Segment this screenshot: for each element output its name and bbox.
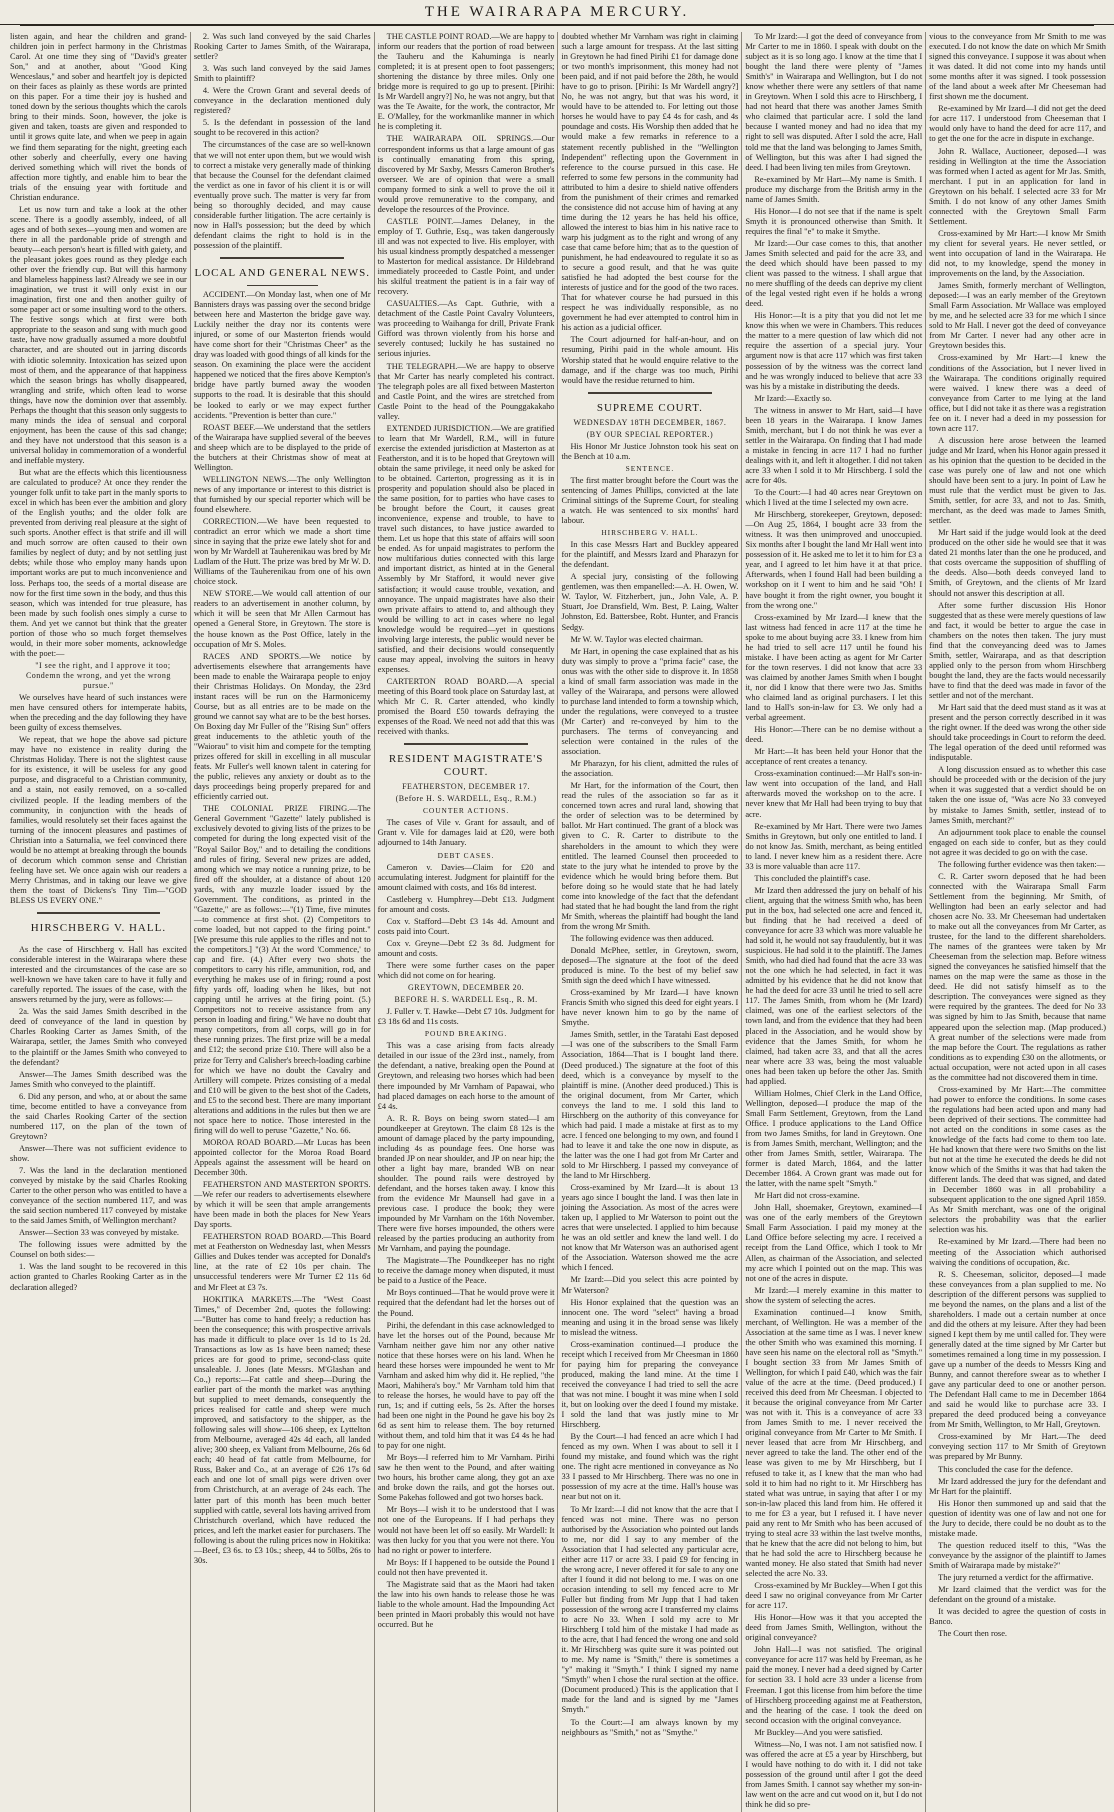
paragraph: 5. Is the defendant in possession of the land sought to be recovered in this action? [193,118,371,138]
paragraph: Cameron v. Davies—Claim for £20 and accumulating interest. Judgment for plaintiff for the amount claimed with costs, and 16s 8d interest. [377,862,555,892]
case-subheading: POUND BREAKING. [424,1029,508,1039]
paragraph: CASTLE POINT.—James Delaney, in the employ of T. Guthrie, Esq., was taken dangerously ill and was not expected to live. His employer, with his usual kindness promptly despatched a messenger to Masterton for medical assistance. Dr Hildebrand immediately proceeded to Castle Point, and under his skilful treatment the patient is in a fair way of recovery. [377,216,555,297]
paragraph: 4. Were the Crown Grant and several deeds of conveyance in the declaration mentioned duly registered? [193,86,371,116]
paragraph: Mr Hart, in opening the case explained that as his duty was simply to prove a "prima facie" case, the onus was with the other side to disprove it. In 1858 a kind of small farm association was made in the valley of the Wairarapa, and persons were allowed to purchase land intended to form a township which, under the regulations, were conveyed to a trustee (Mr Carter) and re-conveyed by him to the purchasers. The terms of conveyancing and selection were contained in the rules of the association. [561,646,739,757]
paragraph: His Honor explained that the question was an innocent one. The word "select" having a broad meaning and using it in the broad sense was likely to mislead the witness. [561,1297,739,1337]
paragraph: We ourselves have heard of such instances were men have censured others for intemperate habits, when the preceding and the day following they have been guilty of excess themselves. [10,693,187,733]
paragraph: 6. Did any person, and who, at or about the same time, become entitled to have a conveyance from the said Charles Rooking Carter of the section numbered 117, on the plan of the town of Greytown? [10,1091,187,1141]
paragraph: Witness—No, I was not. I am not satisfied now. I was offered the acre at £5 a year by Hirschberg, but I would have nothing to do with it. I did not take possession of the ground until after I got the deed from James Smith. I cannot say whether my son-in-law went on the acre and cut wood on it, but I do not think he did so pre- [745,1739,923,1810]
column-6 [929,32,1106,1812]
paragraph: Mr Izard:—I merely examine in this matter to show the system of selecting the acres. [745,1285,923,1305]
section-heading: SUPREME COURT. [596,401,703,414]
paragraph: Cross-examined by Mr Hart:—I knew the conditions of the Association, but I never lived in the Wairarapa. The conditions originally required were waived. I knew there was a deed of conveyance from Carter to me lying at the land office, but I did not take it as there was a registration fee on it. I never had a deed in my possession for town acre 117. [929,353,1106,433]
paragraph: Mr Boys continued—That he would prove were it required that the defendant had let the horses out of the Pound. [377,1288,555,1318]
paragraph: The jury returned a verdict for the affirmative. [938,1572,1094,1582]
paragraph: Cross-examined by Mr Hart:—I know Mr Smith my client for several years. He never settled, or went into occupation of land in the Wairarapa. He did not, to my knowledge, spend the money in improvements on the land, by the Association. [929,228,1106,279]
paragraph: In this case Messrs Hart and Buckley appeared for the plaintiff, and Messrs Izard and Pharazyn for the defendant. [561,540,739,570]
paragraph: The Magistrate said that as the Maori had taken the law into his own hands to release those he was liable to the whole amount. Had the Impounding Act been printed in Maori probably this would not have occurred. But he [377,1579,555,1629]
paragraph: 1. Was the land sought to be recovered in this action granted to Charles Rooking Carter as in the declaration alleged? [10,1262,187,1292]
paragraph: This was a case arising from facts already detailed in our issue of the 23rd inst., namely, from the defendant, a native, breaking open the Pound at Greytown, and releasing two horses which had been there impounded by Mr Varnham of Papawai, who had placed damages on each horse to the amount of £4 4s. [377,1041,555,1111]
paragraph: The witness in answer to Mr Hart, said—I have been 18 years in the Wairarapa. I know James Smith, merchant, but I do not think he was ever a settler in the Wairarapa. On finding that I had made a mistake in fencing in acre 117 I had no further dealings with it, and left it altogether. I did not taken acre 33 when I sold it to Mr Hirschberg. I sold the acre for 40s. [745,405,923,486]
paragraph: Answer—There was not sufficient evidence to show. [10,1143,187,1163]
court-date: WEDNESDAY 18TH DECEMBER, 1867. [573,417,727,427]
paragraph: Re-examined by Mr Izard.—There had been no meeting of the Association which authorised waiving the conditions of occupation, &c. [929,1237,1106,1267]
paragraph: The question reduced itself to this, "Was the conveyance by the assignor of the plaintiff to James Smith of Wairarapa made by mistake?" [929,1540,1106,1570]
paragraph: The circumstances of the case are so well-known that we will not enter upon them, but we would wish to correct a mistake very generally made of thinking that because the Counsel for the defendant claimed the verdict as one in favor of his client it is or will eventually prove such. The matter is very far from being so thoroughly decided, and may cause considerable further litigation. The acre certainly is now in Hall's possession; but the deed by which defendant claims the right to hold is in the possession of the plaintiff. [193,140,371,250]
paragraph: Mr Hirschberg, storekeeper, Greytown, deposed:—On Aug 25, 1864, I bought acre 33 from the witness. It was then unimproved and unoccupied. Six months after I bought the land Mr Hall went into possession of it. He asked me to let it to him for £3 a year, and I agreed to let him have it at that price. Afterwards, when I found Hall had been building a workshop on it I went to him and he said "Oh! I have bought it from the right owner, you bought it from the wrong one." [745,510,923,610]
paragraph: Re-examined by Mr Izard—I did not get the deed for acre 117. I understood from Cheeseman that I would only have to hand the deed for acre 117, and to get the one for the acre in dispute in exchange. [929,104,1106,144]
paragraph: Donald McPhee, settler, in Greytown, sworn, deposed—The signature at the foot of the deed produced is mine. To the best of my belief saw Smith sign the deed which I have witnessed. [561,945,739,986]
paragraph: Cox v. Greyne—Debt £2 3s 8d. Judgment for amount and costs. [377,938,555,958]
paragraph: Mr Pharazyn, for his client, admitted the rules of the association. [561,759,739,779]
paragraph: As the case of Hirschberg v. Hall has excited considerable interest in the Wairarapa where these interested and the circumstances of the case are so well-known we have taken care to have it fully and carefully reported. The issues of the case, with the answers returned by the jury, were as follows:— [10,945,187,1005]
column-4 [561,32,738,1812]
paragraph: Mr W. W. Taylor was elected chairman. [570,634,704,644]
paragraph: THE WAIRARAPA OIL SPRINGS.—Our correspondent informs us that a large amount of gas is continually emanating from this spring, discovered by Mr Saxby, Messrs Cameron Brother's overseer. We are of opinion that were a small company formed to sink a well to prove the oil it would prove remunerative to the company, and develope the resources of the Province. [377,134,555,214]
paragraph: To Mr Izard:—I did not know that the acre that I fenced was not mine. There was no person authorised by the Association who pointed out lands to me, nor did I say to any member of the Association that I had selected any particular acre, either acre 117 or acre 33. I paid £9 for fencing in the wrong acre, I never offered it for sale to any one after I found it did not belong to me. I was on one occasion intending to sell my fenced acre to Mr Fuller but finding from Mr Jupp that I had taken possession of the wrong acre I transferred my claims to acre No 33. When I sold my acre to Mr Hirschberg I told him of the mistake I had made as to the acre, that I had fenced the wrong one and sold it. Mr Hirschberg was quite sure it was pointed out to me. My name is "Smith," there is sometimes a "y" making it "Smyth." I think I signed my name "Smyth" when I chose the rural section at the office. (Document produced.) This is the application that I made for the land and is signed by me "James Smyth." [561,1504,739,1715]
paragraph: CORRECTION.—We have been requested to contradict an error which we made a short time since in saying that the prize ewe lately shot for and won by Mr Wardell at Tauherenikau was bred by Mr Ludlam of the Hutt. The prize was bred by Mr W. D. Williams of the Tauherenikau from one of his own choice stock. [193,517,371,587]
masthead-rule [20,25,1094,26]
paragraph: Mr Izard:—Did you select this acre pointed by Mr Waterson? [561,1275,739,1295]
paragraph: THE COLONIAL PRIZE FIRING.—The General Government "Gazette" lately published is exclusively devoted to giving lists of the prizes to be competed for during the long expected visit of the "Royal Sailor Boy," and to detailing the conditions and rules of firing. Several new prizes are added, among which we may notice a running prize, to be fired off the shoulder, at a distance of about 120 yards, with any muzzle loader issued by the Government. The conditions, as printed in the "Gazette," are as follows:—"(1) Time, five minutes—to commence at first shot. (2) Competitors to come loaded, but not capped to the firing point." [We presume this rule applies to the rifles and not to the competitors.] "(3) At the word 'Commence,' to cap and fire. (4.) After every two shots the competitors to carry his rifle, ammunition, rod, and everything he makes use of in firing; round a post fifty yards off, loading when he likes, but not capping until he arrives at the firing point. (5.) Competitors not to receive assistance from any person in loading and firing." We have no doubt that many competitors, from all corps, will go in for these running prizes. The first prize will be a medal and £12; the second prize £10. There will also be a prize for Terry and Calisher's breech-loading carbine for which we have no doubt the Cavalry and Artillery will compete. Prizes consisting of a medal and £10 will be given to the best shot of the Cadets, and £5 to the second best. There are many important alterations and additions in the rules but then we are not space here to notice. Those interested in the firing will do well to peruse "Gazette," No. 66. [193,804,371,1135]
paragraph: The cases of Vile v. Grant for assault, and of Grant v. Vile for damages laid at £20, were both adjourned to 14th January. [377,818,555,848]
paragraph: RACES AND SPORTS.—We notice by advertisements elsewhere that arrangements have been made to enable the Wairarapa people to enjoy their Christmas Holidays. On Monday, the 23rd instant races will be run on the Harmonicemy Course, but as all entries are to be made on the ground we cannot say what are to be the best horses. On Boxing day Mr Fuller of the "Rising Sun" offers great inducements to the athletic youth of the "Waiorau" to visit him and compete for the tempting prizes offered for skill in excelling in all muscular feats. Mr Fuller's well known talent in catering for the public, relieves any anxiety or doubt as to the days proceedings being properly prepared for and efficiently carried out. [193,651,371,802]
paragraph: His Honor—I do not see that if the name is spelt Smyth it is pronounced otherwise than Smith. It requires the final "e" to make it Smythe. [745,206,923,236]
column-5 [745,32,922,1812]
paragraph: The following evidence was then adduced. [570,933,714,943]
paragraph: doubted whether Mr Varnham was right in claiming such a large amount for trespass. At the last sitting in Greytown he had fined Pirihi £1 for damage done or two month's imprisonment, this money had not been paid, and if not paid before the 28th, he would have to go to prison. [Pirihi: Is Mr Wardell angry?] No, he was not angry, but that was his word, it would have to be attended to. For letting out those horses he would have to pay £4 4s for cash, and 4s poundage and costs. His Worship then added that he would make a few remarks in reference to a statement recently published in the "Wellington Independent" reflecting upon the Government in reference to the course pursued in this case. He referred to some few persons in the community had attributed to him a desire to shield native offenders from the punishment of their crimes and remarked the consistence did not accuse him of having at any time during the 12 years he has held his office, allowed the interest to bias him in his native race to warp his judgment as to the right and wrong of any case that came before him; that as to the question of punishment, he had endeavoured to regulate it so as to secure a good result, and that he was quite satisfied he had adopted the best course for the interests of justice and for the good of the two races. That for whatever course he had pursued in this respect he was individually responsible, as no government he had ever attempted to control him in his action as a judicial officer. [561,32,739,333]
paragraph: Mr Izard:—Exactly so. [754,393,832,403]
paragraph: There were some further cases on the paper which did not come on for hearing. [377,960,555,981]
paragraph: EXTENDED JURISDICTION.—We are gratified to learn that Mr Wardell, R.M., will in future exercise the extended jurisdiction at Masterton as at Featherston, and it is to be hoped that Greytown will obtain the same privilege, it need only be asked for to be obtained. Carterton, progressing as it is in prosperity and population should also be placed in the same position, for to parties who have cases to be brought before the Court, it causes great inconvenience, expense and trouble, to have to travel such distances, to have justice awarded to them. Let us hope that this state of affairs will soon be ended. As for unpaid magistrates to perform the now multifarious duties connected with this large and important district, as hinted at in the General Assembly by Mr Stafford, it would never give satisfaction; it would cause trouble, vexation, and annoyance. The unpaid magistrates have also their own private affairs to attend to, and although they would be willing to act in cases where no legal knowledge would be required—yet in questions involving large interests, the public would never be satisfied, and their decisions would consequently cause may appeal, involving the suitors in heavy expenses. [377,423,555,674]
paragraph: THE TELEGRAPH.—We are happy to observe that Mr Carter has nearly completed his contract. The telegraph poles are all fixed between Masterton and Castle Point, and the wires are stretched from Castle Point to the head of the Pounggakakaho valley. [377,361,555,421]
paragraph: To the Court:—I had 40 acres near Greytown on which I lived at the time I selected my own acre. [745,488,923,508]
paragraph: The Court then rose. [938,1629,1008,1639]
paragraph: His Honor—How was it that you accepted the deed from James Smith, Wellington, without the original conveyance? [745,1613,923,1643]
paragraph: John Hall—I was not satisfied. The original conveyance for acre 117 was held by Freeman, as he paid the money. I never had a deed signed by Carter for section 33. I hold acre 33 under a license from Freeman. I got this license from him before the time of Hirschberg proceeding against me at Featherston, and the hearing of the case. I took the deed on second occasion with the original conveyance. [745,1645,923,1725]
paragraph: The Court adjourned for half-an-hour, and on resuming, Pirihi paid in the whole amount. His Worship stated that he would enquire relative to the damage, and if the charge was too much, Pirihi would have the residue returned to him. [561,335,739,385]
paragraph: A. R. R. Boys on being sworn stated—I am poundkeeper at Greytown. The claim £8 12s is the amount of damage placed by the party impounding, including 4s as poundage fees. One horse was branded JP on near shoulder, and JP on near hip; the other a light bay mare, branded WB on near shoulder. The pound rails were destroyed by defendant, and the horses taken away. I know this from the evidence Mr Maunsell had gave in a previous case. I produce the book; they were impounded by Mr Varnham on the 16th November. There were five horses impounded, the others were released by the parties producing an authority from Mr Varnham, and paying the poundage. [377,1113,555,1254]
paragraph: Cross-examined by Mr Izard—I have known Francis Smith who signed this deed for eight years. I have never known him to go by the name of Smythe. [561,988,739,1028]
paragraph: The first matter brought before the Court was the sentencing of James Phillips, convicted at the late Criminal sittings of the Supreme Court, for stealing a watch. He was sentenced to six months' hard labour. [561,475,739,526]
heading-rule [247,285,318,286]
section-divider [588,392,712,394]
paragraph: NEW STORE.—We would call attention of our readers to an advertisement in another column, by which it will be seen that Mr Allen Carmout has opened a General Store, in Greytown. The store is the house known as the Post Office, lately in the occupation of Mr S. Moles. [193,589,371,649]
paragraph: The following issues were admitted by the Counsel on both sides:— [10,1240,187,1260]
column-2 [194,32,371,1812]
case-subheading: DEBT CASES. [437,850,495,860]
paragraph: His Honor:—It is a pity that you did not let me know this when we were in Chambers. This reduces the matter to a mere question of law which did not require the assertion of a special jury. Your argument now is that acre 117 which was first taken possession of by the witness was the correct land and he was wrongly induced to believe that acre 33 was his by a mistake in distributing the deeds. [745,311,923,391]
paragraph: Cox v. Stafford—Debt £3 14s 4d. Amount and costs paid into Court. [377,916,555,936]
section-divider [37,912,161,914]
paragraph: Cross-examined by Mr Izard—I knew that the last witness had fenced in acre 117 at the time he spoke to me about buying acre 33. I knew from him he had tried to sell acre 117 until he found his mistake. I have been acting as agent for Mr Carter for the town reserves. I did not know that acre 33 was claimed by another James Smith when I bought it, nor did I know that there were two Jas. Smiths who claimed land as original purchasers. I let this land to Hall's son-in-law for £3. We only had a verbal agreement. [745,612,923,723]
paragraph: A special jury, consisting of the following gentlemen, was then empanelled:—A. H. Owen, W. W. Taylor, W. Fitzherbert, jun., John Vale, A. P. Stuart, Joe Dransfield, Wm. Best, P. Laing, Walter Johnston, Ed. Battersbee, Robt. Hunter, and Francis Sedgy. [561,572,739,632]
paragraph: William Holmes, Chief Clerk in the Land Office, Wellington, deposed—I produce the map of the Small Farm Settlement, Greytown, from the Land Office. I produce applications to the Land Office from two James Smiths, for land in Greytown. One is from James Smith, merchant, Wellington; and the other from James Smith, settler, Wairarapa. The former is dated March, 1864, and the latter December 1864. A Crown grant was made out for the latter, with the name spelt "Smyth." [745,1088,923,1189]
paragraph: CASUALTIES.—As Capt. Guthrie, with a detachment of the Castle Point Cavalry Volunteers, was proceeding to Waihanga for drill, Private Frank Gifford was thrown violently from his horse and severely contused; luckily he has sustained no serious injuries. [377,299,555,359]
paragraph: John R. Wallace, Auctioneer, deposed—I was residing in Wellington at the time the Association was formed when I acted as agent for Mr Jas. Smith, merchant. I put in an application for land in Greytown on his behalf. I selected acre 33 for Mr Smith. I do not know of any other James Smith connected with the Greytown Small Farm Settlement. [929,146,1106,226]
paragraph: J. Fuller v. T. Hawke—Debt £7 10s. Judgment for £3 18s 6d and 11s costs. [377,1007,555,1027]
paragraph: Mr Buckley—And you were satisfied. [754,1727,883,1737]
paragraph: Mr Boys—I wish it to be understood that I was not one of the Europeans. If I had perhaps they would not have been let off so easily. Mr Wardell: It was then lucky for you that you were not there. You had no right or power to interfere. [377,1505,555,1555]
paragraph: Cross-examined by Mr Izard—It is about 13 years ago since I bought the land. I was then late in joining the Association. As most of the acres were taken up, I applied to Mr Waterson to point out the acres that were unselected. I applied to him because he was an old settler and knew the land well. I do not know that Mr Waterson was an authorised agent of the Association. Waterson showed me the acre which I fenced. [561,1183,739,1273]
paragraph: ROAST BEEF.—We understand that the settlers of the Wairarapa have supplied several of the beeves and sheep which are to be displayed to the pride of the butchers at their Christmas show of meat at Wellington. [193,422,371,472]
paragraph: Cross-examination continued—I produce the receipt which I received from Mr Cheesman in 1860 for paying him for preparing the conveyance produced, making the land mine. At the time I received the conveyance I had tried to sell the acre that was not mine. I bought it was mine when I sold it, but on looking over the deed I found my mistake. I sold the land that was justly mine to Mr Hirschberg. [561,1339,739,1430]
paragraph: It was decided to agree the question of costs in Banco. [929,1607,1106,1627]
paragraph: Mr Hart:—It has been held your Honor that the acceptance of rent creates a tenancy. [745,747,923,767]
paragraph: Mr Hart said that the deed must stand as it was at present and the person correctly described in it was the right owner. If the deed was wrong the other side should take proceedings in Court to reform the deed. The legal operation of the deed until reformed was indisputable. [929,703,1106,763]
paragraph: Cross-examined by Mr Buckley—When I got this deed I saw no original conveyance from Mr Carter for acre 117. [745,1581,923,1611]
paragraph: Cross-examined by Mr Hart:—The committee had power to enforce the conditions. In some cases the regulations had been acted upon and many had been deprived of their sections. The committee had not acted on the conditions in some cases as the knowledge of the facts had come to them too late. He had known that there were two Smiths on the list but not at the time he executed the deeds he did not know which of the Smiths it was that had taken the different lands. The deed that was signed, and dated in December 1860 was in all probability a subsequent application to the one signed April 1859. As Mr Smith merchant, was one of the original selectors the probability was that the earlier selection was his. [929,1084,1106,1235]
paragraph: Examination continued—I know Smith, merchant, of Wellington. He was a member of the Association at the same time as I was. I never knew the other Smith who was examined this morning. I have seen his name on the electoral roll as "Smyth." I bought section 33 from Mr James Smith of Wellington, for which I paid £40, which was the fair value of the acre at the time. (Deed produced.) I received this deed from Mr Cheesman. I objected to it because the original conveyance from Mr Carter was not with it. This is a conveyance of acre 33 from James Smith to me. I never received the original conveyance from Mr Carter to Mr Smith. I never leased that acre from Mr Hirschberg, and never agreed to take the land. The other end of the lease was given to me by Mr Hirschberg, but I refused to take it, as I knew that the man who had sold it to him had no right to it. Mr Hirschberg has stated what was untrue, in saying that after I or my son-in-law placed this land from him. He offered it to me for £3 a year, but I refused it. I have never paid any rent to Mr Smith who has been accused of trying to steal acre 33 within the last twelve months, that he knew that the acre did not belong to him, but that he had sold the acre to Hirschberg because he wanted money. He also stated that Smith had never selected the acre No. 33. [745,1307,923,1578]
paragraph: 2. Was such land conveyed by the said Charles Rooking Carter to James Smith, of the Wairarapa, settler? [193,32,371,62]
paragraph: Mr Hart, for the information of the Court, then read the rules of the association so far as it concerned town acres and rural land, showing that the order of selection was to be determined by ballot. Mr Hart continued. The grant of a block was given to C. R. Carter to distribute to the shareholders in the amount to which they were entitled. The learned Counsel then proceeded to state to the jury what he intended to prove by the evidence which he would bring before them. But before doing so he would state that he had lately come into knowledge of the fact that the defendant had stated that he had bought the land from the right Mr Smith, whereas the plaintiff had bought the land from the wrong Mr Smith. [561,781,739,931]
paragraph: Re-examined by Mr Hart—My name is Smith. I produce my discharge from the British army in the name of James Smith. [745,174,923,204]
paragraph: Mr Boys: If I happened to be outside the Pound I could not then have prevented it. [377,1557,555,1577]
court-location-date: FEATHERSTON, DECEMBER 17. [402,782,531,792]
paragraph: Cross-examination continued:—Mr Hall's son-in-law went into occupation of the land, and Hall afterwards moved the workshop on to the acre. I never knew that Mr Hall had been trying to buy that acre. [745,769,923,819]
section-divider [404,743,528,745]
paragraph: This concluded the case for the defence. [938,1464,1073,1474]
paragraph: Re-examined by Mr Hart. There were two James Smiths in Greytown, but only one entitled to land. I do not know Jas. Smith, merchant, as being entitled to land. I never knew him as a resident there. Acre 33 is more valuable than acre 117. [745,821,923,871]
paragraph: listen again, and hear the children and grand-children join in perfect harmony in the Christmas Carol. At one time they sing of "David's greater Son," and at another, about "Good King Wenceslaus," and sober and heartfelt joy is depicted on their faces as plainly as these words are printed on this paper. For a time their joy is hushed and toned down by the serious thoughts which the carols bring to their minds. Soon, however, the joke is given and taken, toasts are given and responded to until it grows quite late, and when we peep in again we find them separating for the night, greeting each other soberly and cheerfully, every one having derived something which will rivet the bonds of affection more tightly, and enable him to bear the trials of the ensuing year with fortitude and Christian endurance. [10,32,187,202]
newspaper-title: THE WAIRARAPA MERCURY. [424,4,690,20]
paragraph: FEATHERSTON AND MASTERTON SPORTS.—We refer our readers to advertisements elsewhere by which it will be seen that ample arrangements have been made in both the places for New Years Day sports. [193,1180,371,1230]
paragraph: The Magistrate—The Poundkeeper has no right to receive the damage money when disputed, it must be paid to a Justice of the Peace. [377,1256,555,1286]
paragraph: THE CASTLE POINT ROAD.—We are happy to inform our readers that the portion of road between the Tauheru and the Kahuminga is nearly completed; it is at present open to foot passengers; shortening the distance by three miles. Only one bridge more is required to go up to present. [Pirihi: Is Mr Wardell angry?] No, he was not angry, but that was the Te Awaite, for the work, the contractor, Mr E. O'Malley, for the workmanlike manner in which he is completing it. [377,32,555,132]
paragraph: Pirihi, the defendant in this case acknowledged to have let the horses out of the Pound, because Mr Varnham neither gave him nor any other native notice that these horses were on his land. When he heard these horses were impounded he went to Mr Varnham and asked him why did it. He replied, "the Maori, Mahihera's boy." Mr Varnham told him that to release the horses, he would have to pay off the run, 1s; and if cutting eels, 5s 2s. After the horses had been one night in the Pound he gave his boy 2s 6d as sent him to release them. The boy returned without them, and told him that it was £4 4s he had to pay for one night. [377,1320,555,1451]
paragraph: James Smith, formerly merchant of Wellington, deposed:—I was an early member of the Greytown Small Farm Association. Mr Wallace was employed by me, and he selected acre 33 for me which I since sold to Mr Hall. I never got the deed of conveyance from Mr Carter. I never had any other acre in Greytown besides this. [929,281,1106,351]
paragraph: A discussion here arose between the learned judge and Mr Izard, when his Honor again pressed it as his opinion that the question to be decided in the case was purely one of law and not one which should have been sent to a jury. In point of Law he must rule that the verdict must be given to Jas. Smith, settler, for acre 33, and not to Jas. Smith, merchant, as the deed was made to James Smith, settler. [929,435,1106,526]
paragraph: To the Court:—I am always known by my neighbours as "Smith," not as "Smythe." [561,1717,739,1737]
paragraph: To Mr Izard:—I got the deed of conveyance from Mr Carter to me in 1860. I speak with doubt on the subject as it is so long ago. I know at the time that I bought the land there were plenty of "James Smith's" in Wairarapa and Wellington, but I do not know whether there were any settlers of that name in Greytown. When I sold this acre to Hirschberg, I had not heard that there was another James Smith who claimed that particular acre. I sold the land because I wanted money and had no idea that my right to sell was disputed. After I sold the acre, Hall told me that the land was belonging to James Smith, of Wellington, but this was after I had signed the deed. I had been living ten miles from Greytown. [745,32,923,172]
paragraph: A long discussion ensued as to whether this case should be proceeded with or the decision of the jury when it was suggested that a verdict should be on taken the one issue of, "Was acre No 33 conveyed by mistake to James Smith, settler, instead of to James Smith, merchant?" [929,765,1106,825]
paragraph: Answer—Section 33 was conveyed by mistake. [19,1228,180,1238]
paragraph: His Honor then summoned up and said that the question of identity was one of law and not one for the Jury to decide, there could be no doubt as to the mistake made. [929,1498,1106,1538]
paragraph: After some further discussion His Honor suggested that as these were merely questions of law and fact, it would be better to argue the case in chambers on the notes then taken. The jury must find that the conveyancing deed was to James Smith, settler, Wairarapa, and as that description applied only to the person from whom Hirschberg bought the land, they are the facts would necessarily have to find that the deed was made in favor of the settler and not of the merchant. [929,600,1106,700]
paragraph: MOROA ROAD BOARD.—Mr Lucas has been appointed collector for the Moroa Road Board Appeals against the assessment will be heard on December 30th. [193,1137,371,1178]
paragraph: HOKITIKA MARKETS.—The "West Coast Times," of December 2nd, quotes the following:—"Butter has come to hand freely; a reduction has been the consequence; this with prospective arrivals has made it difficult to place over 1s 1d to 1s 2d. Transactions as low as 1s have been named; these prices are for good to prime, second-class quite unsaleable. J. Jones (late Messrs. M'Glashan and Co.,) reports:—Fat cattle and sheep—During the earlier part of the month the market was anything but supplied to meet demands, consequently the prices realised for cattle and sheep were much improved, and satisfactory to the shipper, as the following sales will show—106 sheep, ex Lyttelton from Melbourne, averaged 42s 4d each, all landed alive; 300 sheep, ex Valiant from Melbourne, 26s 6d each; 40 head of fat cattle from Melbourne, for Russ, Baker and Co., at an average of £26 17s 6d each and one lot of small pigs were driven over from Christchurch, at an average of 24s each. The latter part of this month has been much better supplied with cattle, several lots having arrived from Christchurch overland, which have reduced the prices, and left the market easier for purchasers. The following is about the ruling prices now in Hokitika:—Beef, £3 6s. to £3 10s.; sheep, 44 to 50lbs, 26s to 30s. [193,1294,371,1565]
paragraph: This concluded the plaintiff's case. [754,873,871,883]
paragraph: Answer—The James Smith described was the James Smith who conveyed to the plaintiff. [10,1069,187,1089]
paragraph: 3. Was such land conveyed by the said James Smith to plaintiff? [193,64,371,84]
column-1 [10,32,187,1812]
section-heading: HIRSCHBERG V. HALL. [30,922,167,935]
paragraph: Cross-examined by Mr Hart.—The deed conveying section 117 to Mr Smith of Greytown was prepared by Mr Bunny. [929,1432,1106,1462]
paragraph: His Honor:—There can be no demise without a deed. [745,725,923,745]
court-location-date: GREYTOWN, DECEMBER 20. [407,983,525,993]
paragraph: John Hall, shoemaker, Greytown, examined—I was one of the early members of the Greytown Small Farm Association. I paid my money at the Land Office before selecting my acre. I received a receipt from the Land Office, which I took to Mr Allen, as chairman of the Association, and selected my acre which I pointed out on the map. This was not one of the acres in dispute. [745,1203,923,1283]
paragraph: The following further evidence was then taken:— [938,859,1106,869]
masthead [0,0,1114,25]
reporter-credit: (BY OUR SPECIAL REPORTER.) [586,429,714,439]
paragraph: But what are the effects which this licentiousness are calculated to produce? At once they render the younger folk unfit to take part in the manly sports to excel in which has been ever the ambition and glory of the English youths; and the older folk are prevented from deriving real pleasure at the sight of such sports. Another effect is that strife and ill will and much sorrow are often caused to their own families by neglect of duty; and by not settling just debts; while those who employ many hands upon important works are put to much inconvenience and loss. Perhaps too, the seeds of a mortal disease are now for the first time sown in the body, and thus this season, which was intended for true pleasure, has been made by such foolish ones simply a curse to them. And yet we cannot but think that the greater portion of those who so much forget themselves would, in their more sober moments, acknowledge with the poet:— [10,468,187,658]
paragraph: ACCIDENT.—On Monday last, when one of Mr Bannisters drays was passing over the second bridge between here and Masterton the bridge gave way. Luckily neither the dray nor its contents were injured, or some of our Masterton friends would have come short for their "Christmas Cheer" as the dray was loaded with good things of all kinds for the season. On examining the place were the accident happened we noticed that the fires above Kempton's bridge have partly burned away the wooden supports to the road. It is desirable that this should be looked to early or we may expect further accidents. "Prevention is better than cure." [193,289,371,420]
court-magistrate: BEFORE H. S. WARDELL Esq., R. M. [394,995,538,1005]
case-subheading: HIRSCHBERG V. HALL. [601,528,699,538]
paragraph: Mr Hart said if the judge would look at the deed produced on the other side he would see that it was dated 21 months later than the one he produced, and that costs overcame the supposition of shuffling of the deeds. Also—both deeds conveyed land to Smith, of Greytown, and the clients of Mr Izard should not answer this description at all. [929,528,1106,598]
paragraph: FEATHERSTON ROAD BOARD.—This Board met at Featherston on Wednesday last, when Messrs Gillies and Dukes tender was accepted for Donald's line, at the rate of £2 10s per chain. The unsuccessful tenderers were Mr Turner £2 11s 6d and Mr Fleet at £3 7s. [193,1232,371,1292]
paragraph: Let us now turn and take a look at the other scene. There is a goodly assembly, indeed, of all ages and of both sexes—young men and women are there in all the pardonable pride of strength and beauty—each person's heart is filled with gaiety, and the pleasant jokes goes round as they pledge each other over the friendly cup. But will this harmony and blameless happiness last? Already we see in our imagination, we trust it will only exist in our imagination, first one and then another guilty of some paper act or some insulting word to the others. The festive songs which at first were both appropriate to the season and sung with much good taste, have now gradually assumed a more doubtful character, and are shouted out in jarring discords with idiotic solemnity. Intoxication has seized upon most of them, and the appearance of that happiness which the season brings has wholly disappeared, wrangling and strife, which often lead to worse things, have now the dominion over that assembly. Perhaps the thought that this season only suggests to many minds the idea of sensual and corporal enjoyment, has been the cause of this sad change; and they have not understood that this season is a universal holiday in commemoration of a wonderful and ineffable mystery. [10,204,187,465]
court-magistrate: (Before H. S. WARDELL, Esq., R.M.) [395,794,537,804]
paragraph: Castleberg v. Humphrey—Debt £13. Judgment for amount and costs. [377,894,555,914]
paragraph: R. S. Cheeseman, solicitor, deposed—I made these conveyances from a plan supplied to me. No description of the different persons was supplied to me beyond the names, on the plans and a list of the shareholders. I made out a certain number at once and did the others at my leisure. After they had been signed I kept them by me until called for. They were generally dated at the time signed by Mr Carter but sometimes remained a long time in my possession. I gave up a number of the deeds to Messrs King and Bunny, and cannot therefore swear as to whether I gave any particular deed to one or another person. The Defendant Hall came to me in December 1864 and said he would like to purchase acre 33. I prepared the deed produced being a conveyance from Mr Smith, Wellington, to Mr Hall, Greytown. [929,1269,1106,1430]
paragraph: Mr Izard:—Our case comes to this, that another James Smith selected and paid for the acre 33, and the deed which should have been passed to my client was passed to the witness. I shall argue that no mere shuffling of the deeds can deprive my client of the legal vested right even if he holds a wrong deed. [745,238,923,309]
paragraph: By the Court—I had fenced an acre which I had fenced as my own. When I was about to sell it I found my mistake, and found which was the right one. The right acre mentioned in conveyance as No 33 I passed to Mr Hirschberg. There was no one in possession of my acre at the time. Hall's house was near but not on it. [561,1432,739,1502]
case-subheading: SENTENCE. [625,463,675,473]
case-subheading: COUNTER ACTIONS. [422,806,510,816]
section-heading: RESIDENT MAGISTRATE'S COURT. [388,753,544,779]
section-divider [220,257,344,259]
column-3 [378,32,555,1812]
paragraph: An adjournment took place to enable the counsel engaged on each side to confer, but as they could not agree it was decided to go on with the case. [929,827,1106,857]
paragraph: CARTERTON ROAD BOARD.—A special meeting of this Board took place on Saturday last, at which Mr C. R. Carter attended, who kindly promised the Board £50 towards defraying the expenses of the Road. We need not add that this was received with thanks. [377,676,555,737]
newspaper-columns [10,32,1106,1810]
paragraph: His Honor Mr Justice Johnston took his seat on the Bench at 10 a.m. [561,441,739,461]
paragraph: Mr Boys—I referred him to Mr Varnham. Pirihi saw he then went to the Pound, and after waiting two hours, his brother came along, they got an axe and broke down the rails, and got the horses out. Some Pakehas followed and got two horses back. [377,1453,555,1503]
paragraph: James Smith, settler, in the Taratahi East deposed—I was one of the subscribers to the Small Farm Association, 1864—That is I bought land there. (Deed produced.) The signature at the foot of this deed, which is a conveyance by myself to the plaintiff is mine. (Another deed produced.) This is the original document, from Mr Carter, which conveys the land to me. I sold this land to Hirschberg on the authority of this conveyance for which had paid. I made a mistake at first as to my acre. I fenced one belonging to my own, and found I had to leave it and take the one now in dispute, as the latter was the one I had got from Mr Carter and sold to Mr Hirschberg. I passed my conveyance of the land to Mr Hirschberg. [561,1030,739,1181]
paragraph: We repeat, that we hope the above sad picture may have no existence in reality during the Christmas Holiday. There is not the slightest cause for its existence, it will be useless for any good purpose, and disgraceful to a Christian community, and a stain, not easily removed, on a so-called civilized people. If the leading members of the community, in conjunction with the heads of families, would resolutely set their faces against the turning of the innocent pleasures and pastimes of Christian into a Saturnalia, we feel convinced there would be no attempt at breaking through the bounds of decorum which common sense and Christian feeling have set. We once again wish our readers a Merry Christmas, and in taking our leave we give them the toast of Dickens's Tiny Tim—"GOD BLESS US EVERY ONE." [10,735,187,905]
section-heading: LOCAL AND GENERAL NEWS. [194,266,371,279]
paragraph: vious to the conveyance from Mr Smith to me was executed. I do not know the date on which Mr Smith signed this conveyance. I suppose it was about when it was dated. It did not come into my hands until some months after it was signed. I took possession of the land about a week after Mr Cheeseman had first shown me the document. [929,32,1106,102]
paragraph: Mr Izard claimed that the verdict was for the defendant on the ground of a mistake. [929,1585,1106,1605]
paragraph: 2a. Was the said James Smith described in the deed of conveyance of the land in question by Charles Rooking Carter as James Smith, of the Wairarapa, settler, the James Smith who conveyed to the plaintiff or the James Smith who conveyed to the defendant? [10,1007,187,1067]
paragraph: WELLINGTON NEWS.—The only Wellington news of any importance or interest to this district is that furnished by our special reporter which will be found elsewhere. [193,474,371,514]
poem-quote: "I see the right, and I approve it too; Condemn the wrong, and yet the wrong pursue." [25,660,171,690]
paragraph: C. R. Carter sworn deposed that he had been connected with the Wairarapa Small Farm Settlement from the beginning. Mr Smith, of Wellington had been an early selector and had chosen acre No. 33. Mr Cheeseman had undertaken to make out all the conveyances from Mr Carter, as trustee, for the land to the different shareholders. The names of the grantees were taken by Mr Cheeseman from the selection map. Before witness signed the conveyances he satisfied himself that the names on the map were the same as those in the deed. He did not satisfy himself as to the description. The conveyances were signed as they were required by the grantees. The deed for No 33 was signed by him to Jas Smith, because that name appeared upon the selection map. (Map produced.) A great number of the selections were made from the map before the Court. The regulations as rather conditions as to expending £30 on the allotments, or actual occupation, were not acted upon in all cases as the committee had not discovered them in time. [929,871,1106,1082]
paragraph: Mr Izard then addressed the jury on behalf of his client, arguing that the witness Smith who, has been put in the box, had selected one acre and fenced it, but finding that he had received a deed of conveyance for acre 33 which was more valuable he had sold it, he would not say fraudulently, but it was suspicious. He had sold it to the plaintiff. The James Smith, who had died had found that the acre 33 was not the one which he had selected, in fact it was admitted by his evidence that he did not know that he had the deed for acre 33 until he tried to sell acre 117. The James Smith, from whom he (Mr Izard) claimed, was one of the earliest selectors of the town land, and from the evidence that they had been placed in the Association, and he would show by evidence that the James Smith, for whom he claimed, had taken acre 33, and that all the acres near where acre 33 was, being the most valuable ones had been taken up before the other Jas. Smith had applied. [745,885,923,1086]
paragraph: Mr Izard addressed the jury for the defendant and Mr Hart for the plaintiff. [929,1476,1106,1496]
heading-rule [63,940,134,941]
paragraph: 7. Was the land in the declaration mentioned conveyed by mistake by the said Charles Rooking Carter to the other person who was entitled to have a conveyance of the section numbered 117, and was the said section numbered 117 conveyed by mistake to the said James Smith, of Wellington merchant? [10,1166,187,1226]
paragraph: Mr Hart did not cross-examine. [754,1191,860,1201]
